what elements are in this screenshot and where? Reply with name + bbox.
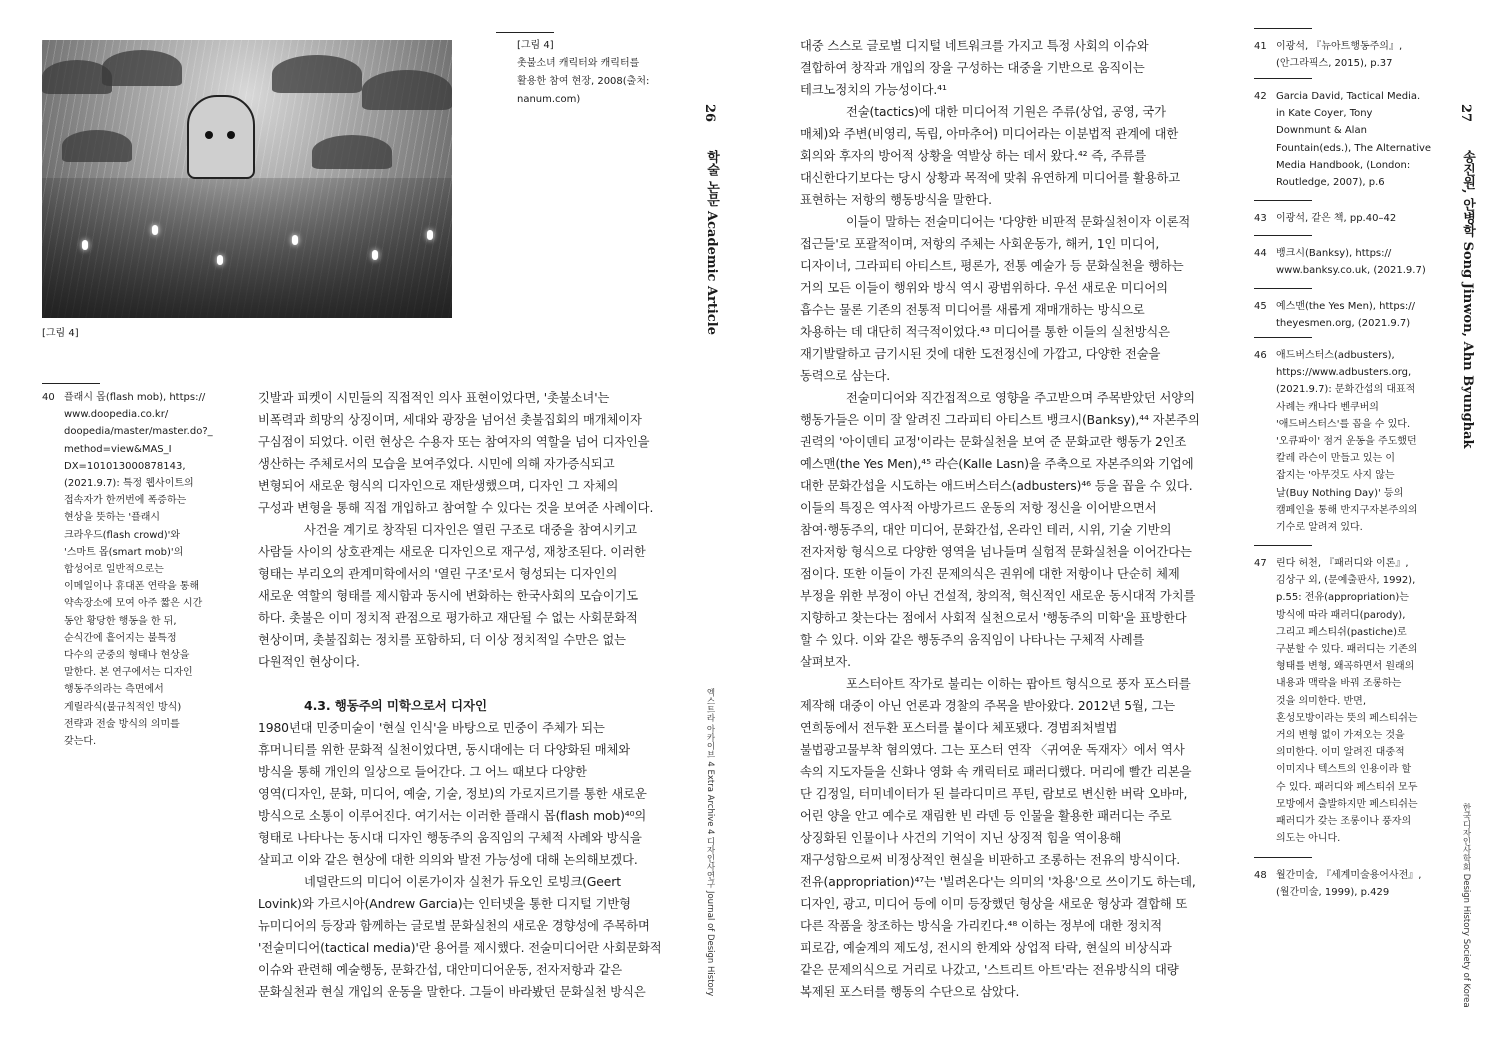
- text-line: 재기발랄하고 금기시된 것에 대한 도전정신에 가깝고, 다양한 전술을: [800, 347, 1161, 361]
- text-line: 변형되어 새로운 형식의 디자인으로 재탄생했으며, 디자인 그 자체의: [258, 479, 619, 493]
- text-line: Garcia David, Tactical Media.: [1276, 91, 1421, 102]
- umbrella-shape: [62, 130, 132, 162]
- figure-caption: [517, 37, 677, 109]
- text-line: 혼성모방이라는 뜻의 페스티쉬는: [1276, 712, 1418, 724]
- footnote-text: [1276, 555, 1432, 847]
- footnote-text: [1276, 88, 1432, 191]
- text-line: 캠페인을 통해 반지구자본주의의: [1276, 504, 1418, 516]
- text-line: www.doopedia.co.kr/: [64, 409, 169, 421]
- paragraph: [258, 519, 678, 673]
- text-line: 말한다. 본 연구에서는 디자인: [64, 667, 193, 679]
- paragraph: [258, 717, 678, 871]
- umbrella-shape: [362, 70, 452, 110]
- text-line: 애드버스터스(adbusters),: [1276, 350, 1395, 361]
- text-line: 패러디가 갖는 조롱이나 풍자의: [1276, 816, 1412, 828]
- text-line: 그리고 페스티쉬(pastiche)로: [1276, 626, 1407, 638]
- text-line: 모방에서 출발하지만 페스티쉬는: [1276, 798, 1418, 810]
- text-line: 크라우드(flash crowd)'와: [64, 529, 181, 541]
- text-line: 약속장소에 모여 아주 짧은 시간: [64, 598, 203, 610]
- paragraph: [800, 101, 1220, 211]
- text-line: 거의 변형 없이 가져오는 것을: [1276, 730, 1405, 742]
- text-line: 김상구 외, (문예출판사, 1992),: [1276, 575, 1416, 587]
- text-line: 이광석, 같은 책, pp.40–42: [1276, 213, 1397, 224]
- footnote-rule: [1254, 200, 1312, 201]
- text-line: 이들이 말하는 전술미디어는 '다양한 비판적 문화실천이자 이론적: [846, 215, 1191, 229]
- text-line: 게릴라식(불규칙적인 방식): [64, 701, 182, 713]
- text-line: 속의 지도자들을 신화나 영화 속 캐릭터로 패러디했다. 머리에 빨간 리본을: [800, 765, 1192, 779]
- text-line: 동안 황당한 행동을 한 뒤,: [64, 615, 177, 627]
- text-line: 이메일이나 휴대폰 연락을 통해: [64, 581, 200, 593]
- left-paragraphs-2: [258, 717, 678, 1003]
- text-line: 사례는 캐나다 벤쿠버의: [1276, 401, 1379, 413]
- umbrella-shape: [312, 135, 392, 169]
- text-line: in Kate Coyer, Tony: [1276, 108, 1373, 120]
- text-line: 결합하여 창작과 개입의 장을 구성하는 대중을 기반으로 움직이는: [800, 61, 1145, 75]
- text-line: 문화실천과 현실 개입의 운동을 말한다. 그들이 바라봤던 문화실천 방식은: [258, 985, 646, 999]
- umbrella-shape: [102, 50, 182, 86]
- text-line: 권력의 '아이덴티 교정'이라는 문화실천을 보여 준 문화교란 행동가 2인조: [800, 435, 1187, 449]
- footnote-row: [1254, 245, 1432, 279]
- text-line: 점이다. 또한 이들이 가진 문제의식은 권위에 대한 저항이나 단순히 체제: [800, 567, 1180, 581]
- text-line: 합성어로 일반적으로는: [64, 564, 164, 576]
- text-line: 깃발과 피켓이 시민들의 직접적인 의사 표현이었다면, '촛불소녀'는: [258, 391, 610, 405]
- text-line: 구성과 변형을 통해 직접 개입하고 참여할 수 있다는 것을 보여준 사례이다.: [258, 501, 654, 515]
- footnote-rule: [1254, 28, 1312, 29]
- text-line: 구심점이 되었다. 이런 현상은 수용자 또는 참여자의 역할을 넘어 디자인을: [258, 435, 650, 449]
- footnote-rule: [42, 383, 100, 384]
- footnote-row: [1254, 555, 1432, 847]
- footnote-number: 47: [1254, 558, 1267, 569]
- candle-light: [217, 255, 223, 265]
- text-line: theyesmen.org, (2021.9.7): [1276, 318, 1411, 330]
- text-line: 회의와 후자의 방어적 상황을 역발상 하는 데서 왔다.⁴² 즉, 주류를: [800, 149, 1147, 163]
- text-line: 사건을 계기로 창작된 디자인은 열린 구조로 대중을 참여시키고: [304, 523, 637, 537]
- text-line: 피로감, 예술계의 제도성, 전시의 한계와 상업적 타락, 현실의 비상식과: [800, 941, 1172, 955]
- caption-line: nanum.com): [517, 94, 581, 105]
- figure-label: [그림 4]: [42, 328, 79, 339]
- text-line: 방식을 통해 개인의 일상으로 들어간다. 그 어느 때보다 다양한: [258, 765, 587, 779]
- text-line: 형태로 나타나는 동시대 디자인 행동주의 움직임의 구체적 사례와 방식을: [258, 831, 642, 845]
- right-body-text: [800, 35, 1220, 1003]
- footnote-number: 42: [1254, 91, 1267, 102]
- right-page-number: 27: [1458, 104, 1473, 123]
- text-line: doopedia/master/master.do?_: [64, 426, 213, 438]
- text-line: 연희동에서 전두환 포스터를 붙이다 체포됐다. 경범죄처벌법: [800, 721, 1118, 735]
- text-line: 살펴보자.: [800, 655, 851, 669]
- text-line: 기수로 알려져 있다.: [1276, 522, 1363, 534]
- text-line: 현상을 뜻하는 '플래시: [64, 512, 161, 524]
- text-line: 의도는 아니다.: [1276, 833, 1341, 845]
- footnote-number: 46: [1254, 350, 1267, 361]
- text-line: 재구성함으로써 비정상적인 현실을 비판하고 조롱하는 전유의 방식이다.: [800, 853, 1181, 867]
- footnote-number: 43: [1254, 213, 1267, 224]
- society-line: 한국디자인사학회 Design History Society of Korea: [1461, 803, 1471, 1008]
- footnote-47: [1254, 555, 1432, 847]
- candle-light: [372, 250, 378, 260]
- text-line: 방식으로 소통이 이루어진다. 여기서는 이러한 플래시 몹(flash mob)⁴⁰의: [258, 809, 647, 823]
- footnote-rule: [1254, 857, 1312, 858]
- text-line: 형태를 변형, 왜곡하면서 원래의: [1276, 661, 1415, 673]
- text-line: '전술미디어(tactical media)'란 용어를 제시했다. 전술미디어란 사회문화적: [258, 941, 662, 955]
- footnote-number: 41: [1254, 41, 1267, 52]
- text-line: 내용과 맥락을 바꿔 조롱하는: [1276, 678, 1402, 690]
- text-line: 네덜란드의 미디어 이론가이자 실천가 듀오인 로빙크(Geert: [304, 875, 621, 889]
- candle-girl-sign: [187, 95, 255, 179]
- left-paragraphs: [258, 387, 678, 673]
- text-line: 다원적인 현상이다.: [258, 655, 360, 669]
- text-line: 거의 모든 이들이 행위와 방식 역시 광범위하다. 우선 새로운 미디어의: [800, 281, 1168, 295]
- footnote-rule: [1254, 288, 1312, 289]
- footnote-43: [1254, 210, 1432, 227]
- text-line: 수 있다. 패러디와 페스티쉬 모두: [1276, 781, 1418, 793]
- eye-shape: [227, 131, 235, 139]
- text-line: 지향하고 찾는다는 점에서 사회적 실천으로서 '행동주의 미학'을 표방한다: [800, 611, 1187, 625]
- text-line: 현상이며, 촛불집회는 정치를 포함하되, 더 이상 정치적일 수만은 없는: [258, 633, 626, 647]
- paragraph: [800, 673, 1220, 1003]
- right-paragraphs: [800, 35, 1220, 1003]
- text-line: 전술미디어와 직간접적으로 영향을 주고받으며 주목받았던 서양의: [846, 391, 1195, 405]
- text-line: 같은 문제의식으로 거리로 나갔고, '스트리트 아트'라는 전유방식의 대량: [800, 963, 1179, 977]
- paragraph: [800, 211, 1220, 387]
- text-line: Lovink)와 가르시아(Andrew Garcia)는 인터넷을 통한 디지털 기반형: [258, 897, 631, 911]
- footnote-text: [1276, 298, 1432, 332]
- text-line: 구분할 수 있다. 패러디는 기존의: [1276, 644, 1418, 656]
- text-line: 부정을 위한 부정이 아닌 건설적, 창의적, 혁신적인 새로운 동시대적 가치를: [800, 589, 1196, 603]
- text-line: 예스맨(the Yes Men), https://: [1276, 301, 1416, 312]
- paragraph: [800, 387, 1220, 673]
- text-line: '오큐파이' 점거 운동을 주도했던: [1276, 436, 1417, 448]
- text-line: 이광석, 『뉴아트행동주의』,: [1276, 41, 1403, 52]
- left-body-text: [258, 387, 678, 1003]
- footnote-text: [1276, 245, 1432, 279]
- footnote-42: [1254, 88, 1432, 191]
- caption-line: 촛불소녀 캐릭터와 캐릭터를: [517, 58, 640, 69]
- candle-light: [82, 240, 88, 250]
- footnote-number: 45: [1254, 301, 1267, 312]
- text-line: 대한 문화간섭을 시도하는 애드버스터스(adbusters)⁴⁶ 등을 꼽을 수 있다.: [800, 479, 1193, 493]
- text-line: 방식에 따라 패러디(parody),: [1276, 609, 1406, 621]
- text-line: 생산하는 주체로서의 모습을 보여주었다. 시민에 의해 자가증식되고: [258, 457, 615, 471]
- footnote-number: 40: [42, 392, 55, 403]
- text-line: 살피고 이와 같은 현상에 대한 의의와 발전 가능성에 대해 논의해보겠다.: [258, 853, 638, 867]
- text-line: (2021.9.7): 특정 웹사이트의: [64, 478, 194, 490]
- text-line: '애드버스터스'를 꼽을 수 있다.: [1276, 418, 1411, 430]
- text-line: 잡지는 '아무것도 사지 않는: [1276, 470, 1395, 482]
- text-line: 전유(appropriation)⁴⁷는 '빌려온다'는 의미의 '차용'으로 쓰이기도 하는데,: [800, 875, 1196, 889]
- journal-line: 엑스트라 아카이브 4 Extra Archive 4 디자인사연구 Journal of Design History: [705, 688, 715, 997]
- text-line: 플래시 몹(flash mob), https://: [64, 392, 206, 403]
- eye-shape: [205, 131, 213, 139]
- text-line: 디자인, 광고, 미디어 등에 이미 등장했던 형상을 새로운 형상과 결합해 또: [800, 897, 1188, 911]
- text-line: 어린 양을 안고 예수로 재림한 빈 라덴 등 인물을 활용한 패러디는 주로: [800, 809, 1172, 823]
- text-line: 할 수 있다. 이와 같은 행동주의 움직임이 나타나는 구체적 사례를: [800, 633, 1145, 647]
- text-line: 다수의 군중의 형태나 현상을: [64, 650, 190, 662]
- text-line: 전략과 전술 방식의 의미를: [64, 718, 180, 730]
- text-line: 갖는다.: [64, 736, 97, 748]
- text-line: Routledge, 2007), p.6: [1276, 177, 1385, 189]
- footnote-48: [1254, 867, 1432, 901]
- footnote-row: [1254, 88, 1432, 191]
- footnote-rule: [1254, 337, 1312, 338]
- footnote-41: [1254, 38, 1432, 72]
- text-line: Fountain(eds.), The Alternative: [1276, 142, 1432, 154]
- footnote-text: [1276, 347, 1432, 536]
- crowd-shape: [42, 178, 452, 318]
- text-line: 것을 의미한다. 반면,: [1276, 695, 1366, 707]
- text-line: 대중 스스로 글로벌 디지털 네트워크를 가지고 특정 사회의 이슈와: [800, 39, 1149, 53]
- text-line: 이들의 특징은 역사적 아방가르드 운동의 저항 정신을 이어받으면서: [800, 501, 1157, 515]
- text-line: 참여·행동주의, 대안 미디어, 문화간섭, 온라인 테러, 시위, 기술 기반의: [800, 523, 1172, 537]
- candle-light: [292, 235, 298, 245]
- text-line: 새로운 역할의 형태를 제시함과 동시에 변화하는 한국사회의 모습이기도: [258, 589, 639, 603]
- text-line: p.55: 전유(appropriation)는: [1276, 592, 1409, 604]
- text-line: 제작해 대중이 아닌 언론과 경찰의 주목을 받아왔다. 2012년 5월, 그는: [800, 699, 1175, 713]
- text-line: (안그라픽스, 2015), p.37: [1276, 58, 1393, 70]
- text-line: 영역(디자인, 문화, 미디어, 예술, 기술, 정보)의 가로지르기를 통한 새로운: [258, 787, 647, 801]
- paragraph: [258, 871, 678, 1003]
- footnote-row: [1254, 298, 1432, 332]
- text-line: 이미지나 텍스트의 인용이라 할: [1276, 764, 1412, 776]
- text-line: 순식간에 흩어지는 불특정: [64, 632, 177, 644]
- text-line: 전자저항 형식으로 다양한 영역을 넘나들며 실험적 문화실천을 이어간다는: [800, 545, 1192, 559]
- text-line: 디자이너, 그라피티 아티스트, 평론가, 전통 예술가 등 문화실천을 행하는: [800, 259, 1184, 273]
- text-line: 뱅크시(Banksy), https://: [1276, 248, 1392, 259]
- text-line: 행동주의라는 측면에서: [64, 684, 164, 696]
- candle-light: [427, 230, 433, 240]
- paragraph: [258, 387, 678, 519]
- footnote-44: [1254, 245, 1432, 279]
- footnote-number: 48: [1254, 870, 1267, 881]
- text-line: '스마트 몹(smart mob)'의: [64, 546, 184, 558]
- figure-4-photo: [42, 40, 452, 318]
- text-line: (2021.9.7): 문화간섭의 대표적: [1276, 384, 1416, 396]
- caption-label: [그림 4]: [517, 40, 554, 51]
- text-line: 복제된 포스터를 행동의 수단으로 삼았다.: [800, 985, 1020, 999]
- footnote-rule: [1254, 235, 1312, 236]
- text-line: 단 김정일, 터미네이터가 된 블라디미르 푸틴, 람보로 변신한 버락 오바마,: [800, 787, 1188, 801]
- text-line: 불법광고물부착 혐의였다. 그는 포스터 연작 〈귀여운 독재자〉에서 역사: [800, 743, 1185, 757]
- footnote-text: [1276, 867, 1432, 901]
- text-line: https://www.adbusters.org,: [1276, 367, 1412, 379]
- text-line: 휴머니티를 위한 문화적 실천이었다면, 동시대에는 더 다양화된 매체와: [258, 743, 631, 757]
- text-line: 전술(tactics)에 대한 미디어적 기원은 주류(상업, 공영, 국가: [846, 105, 1166, 119]
- text-line: 이슈와 관련해 예술행동, 문화간섭, 대안미디어운동, 전자저항과 같은: [258, 963, 623, 977]
- text-line: 표현하는 저항의 행동방식을 말한다.: [800, 193, 992, 207]
- right-running-title: 송진원, 안병학 Song Jinwon, Ahn Byunghak: [1460, 150, 1475, 449]
- text-line: 매체)와 주변(비영리, 독립, 아마추어) 미디어라는 이분법적 관계에 대한: [800, 127, 1179, 141]
- text-line: method=view&MAS_I: [64, 443, 172, 455]
- text-line: 행동가들은 이미 잘 알려진 그라피티 아티스트 뱅크시(Banksy),⁴⁴ 자본주의: [800, 413, 1200, 427]
- text-line: 사람들 사이의 상호관계는 새로운 디자인으로 재구성, 재창조된다. 이러한: [258, 545, 646, 559]
- footnote-row: [1254, 867, 1432, 901]
- text-line: (월간미술, 1999), p.429: [1276, 887, 1390, 899]
- footnote-row: [1254, 347, 1432, 536]
- caption-line: 활용한 참여 현장, 2008(출처:: [517, 76, 650, 87]
- text-line: 날(Buy Nothing Day)' 등의: [1276, 487, 1404, 499]
- text-line: 의미한다. 이미 알려진 대중적: [1276, 747, 1405, 759]
- candle-light: [152, 225, 158, 235]
- text-line: 흡수는 물론 기존의 전통적 미디어를 새롭게 재매개하는 방식으로: [800, 303, 1145, 317]
- footnote-rule: [1254, 78, 1312, 79]
- text-line: 대신한다기보다는 당시 상황과 목적에 맞춰 유연하게 미디어를 활용하고: [800, 171, 1181, 185]
- left-running-title: 학술 논문 Academic Article: [704, 150, 719, 335]
- text-line: 접속자가 한꺼번에 폭증하는: [64, 495, 187, 507]
- text-line: 접근들'로 포괄적이며, 저항의 주체는 사회운동가, 해커, 1인 미디어,: [800, 237, 1160, 251]
- caption-rule: [496, 32, 554, 33]
- text-line: 비폭력과 희망의 상징이며, 세대와 광장을 넘어선 촛불집회의 매개체이자: [258, 413, 642, 427]
- text-line: 1980년대 민중미술이 '현실 인식'을 바탕으로 민중이 주체가 되는: [258, 721, 605, 735]
- text-line: DX=101013000878143,: [64, 460, 186, 472]
- text-line: 월간미술, 『세계미술용어사전』,: [1276, 870, 1422, 881]
- umbrella-shape: [272, 55, 362, 93]
- footnote-row: [1254, 210, 1432, 227]
- text-line: 린다 허천, 『패러디와 이론』,: [1276, 558, 1409, 569]
- footnote-text: [1276, 38, 1432, 72]
- paragraph: [800, 35, 1220, 101]
- text-line: 하다. 촛불은 이미 정치적 관점으로 평가하고 재단될 수 없는 사회문화적: [258, 611, 638, 625]
- text-line: 형태는 부리오의 관계미학에서의 '열린 구조'로서 형성되는 디자인의: [258, 567, 618, 581]
- text-line: 예스맨(the Yes Men),⁴⁵ 라슨(Kalle Lasn)을 주축으로 자본주의와 기업에: [800, 457, 1194, 471]
- footnote-rule: [1254, 545, 1312, 546]
- footnote-text: [64, 389, 222, 750]
- text-line: 테크노정치의 가능성이다.⁴¹: [800, 83, 947, 97]
- text-line: Downmunt & Alan: [1276, 125, 1367, 137]
- text-line: 포스터아트 작가로 불리는 이하는 팝아트 형식으로 풍자 포스터를: [846, 677, 1191, 691]
- footnote-row: [1254, 38, 1432, 72]
- text-line: 다른 작품을 창조하는 방식을 가리킨다.⁴⁸ 이하는 정부에 대한 정치적: [800, 919, 1162, 933]
- text-line: 차용하는 데 대단히 적극적이었다.⁴³ 미디어를 통한 이들의 실천방식은: [800, 325, 1170, 339]
- footnote-40: [42, 389, 222, 750]
- text-line: Media Handbook, (London:: [1276, 159, 1411, 171]
- text-line: 칼레 라슨이 만들고 있는 이: [1276, 453, 1395, 465]
- footnote-46: [1254, 347, 1432, 536]
- footnote-text: [1276, 210, 1432, 227]
- text-line: 뉴미디어의 등장과 함께하는 글로벌 문화실천의 새로운 경향성에 주목하며: [258, 919, 650, 933]
- text-line: 상징화된 인물이나 사건의 기억이 지닌 상징적 힘을 역이용해: [800, 831, 1122, 845]
- section-heading: 4.3. 행동주의 미학으로서 디자인: [304, 698, 487, 713]
- footnote-number: 44: [1254, 248, 1267, 259]
- footnote-45: [1254, 298, 1432, 332]
- left-page-number: 26: [702, 104, 717, 123]
- text-line: www.banksy.co.uk, (2021.9.7): [1276, 265, 1426, 277]
- text-line: 동력으로 삼는다.: [800, 369, 891, 383]
